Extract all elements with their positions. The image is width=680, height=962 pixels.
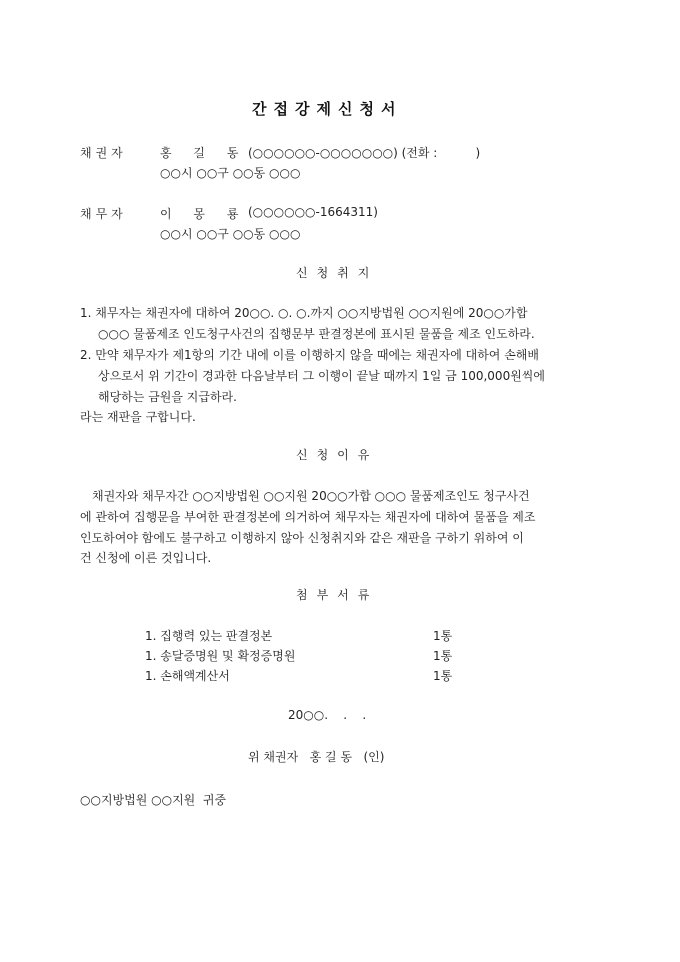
purpose-line: 1. 채무자는 채권자에 대하여 20○○. ○. ○.까지 ○○지방법원 ○○지원에 20○○가합 bbox=[80, 306, 528, 320]
purpose-line: 2. 만약 채무자가 제1항의 기간 내에 이를 이행하지 않을 때에는 채권자에 대하여 손해배 bbox=[80, 348, 539, 362]
debtor-address: ○○시 ○○구 ○○동 ○○○ bbox=[160, 227, 301, 241]
signature-line: 위 채권자 홍 길 동 (인) bbox=[248, 750, 385, 764]
purpose-heading: 신청취지 bbox=[296, 266, 379, 280]
purpose-line: 상으로서 위 기간이 경과한 다음날부터 그 이행이 끝날 때까지 1일 금 100,000원씩에 bbox=[98, 369, 545, 383]
attachment-count: 1통 bbox=[433, 629, 453, 643]
reason-heading: 신청이유 bbox=[296, 448, 379, 462]
attachment-count: 1통 bbox=[433, 669, 453, 683]
creditor-address: ○○시 ○○구 ○○동 ○○○ bbox=[160, 166, 301, 180]
attachment-name: 1. 손해액계산서 bbox=[145, 669, 230, 683]
court-addressee: ○○지방법원 ○○지원 귀중 bbox=[80, 793, 227, 807]
reason-line: 건 신청에 이른 것입니다. bbox=[80, 551, 212, 565]
creditor-name: 홍 길 동 bbox=[160, 146, 239, 160]
reason-line: 채권자와 채무자간 ○○지방법원 ○○지원 20○○가합 ○○○ 물품제조인도 청구사건 bbox=[92, 489, 530, 503]
creditor-label: 채권자 bbox=[80, 146, 127, 160]
debtor-name: 이 몽 룡 bbox=[160, 207, 239, 221]
creditor-id-info: (○○○○○○-○○○○○○○) (전화 : ) bbox=[248, 146, 481, 160]
attachment-count: 1통 bbox=[433, 649, 453, 663]
attachment-name: 1. 집행력 있는 판결정본 bbox=[145, 629, 273, 643]
purpose-line: 해당하는 금원을 지급하라. bbox=[98, 390, 237, 404]
purpose-line: 라는 재판을 구합니다. bbox=[80, 410, 196, 424]
debtor-label: 채무자 bbox=[80, 207, 127, 221]
attachment-name: 1. 송달증명원 및 확정증명원 bbox=[145, 649, 296, 663]
reason-line: 인도하여야 함에도 불구하고 이행하지 않아 신청취지와 같은 재판을 구하기 위하여 이 bbox=[80, 531, 524, 545]
purpose-line: ○○○ 물품제조 인도청구사건의 집행문부 판결정본에 표시된 물품을 제조 인도하라. bbox=[98, 327, 535, 341]
document-title: 간접강제신청서 bbox=[252, 100, 403, 118]
attachments-heading: 첨부서류 bbox=[296, 588, 379, 602]
reason-line: 에 관하여 집행문을 부여한 판결정본에 의거하여 채무자는 채권자에 대하여 물품을 제조 bbox=[80, 510, 536, 524]
filing-date: 20○○. . . bbox=[288, 708, 367, 722]
debtor-id-info: (○○○○○○-1664311) bbox=[248, 205, 378, 219]
